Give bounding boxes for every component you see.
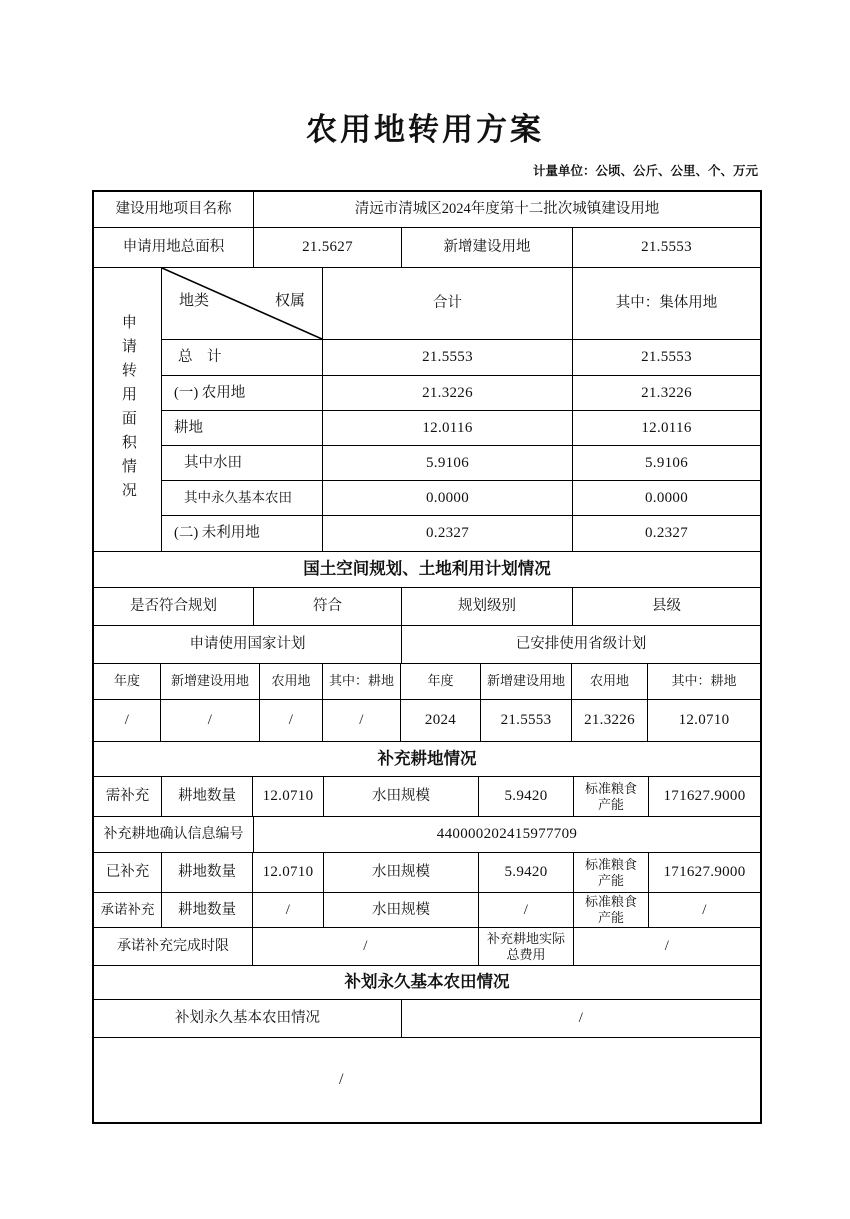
transfer-row-collective: 0.0000 <box>573 481 760 516</box>
planning-section-title: 国土空间规划、土地利用计划情况 <box>94 552 760 588</box>
farmland-section-title: 补划永久基本农田情况 <box>94 966 760 1000</box>
new-construction-label: 新增建设用地 <box>402 228 573 268</box>
transfer-row-label: 其中水田 <box>162 446 323 481</box>
plan-value: 21.5553 <box>481 700 572 742</box>
page-title: 农用地转用方案 <box>306 112 544 147</box>
paddy-label: 水田规模 <box>324 777 479 817</box>
supplement-category: 已补充 <box>94 853 162 893</box>
transfer-row-label: 总 计 <box>162 340 323 376</box>
qty-label: 耕地数量 <box>162 893 253 928</box>
farmland-row-label: 补划永久基本农田情况 <box>94 1000 402 1038</box>
transfer-row-total: 0.2327 <box>323 516 573 552</box>
plan-level-label: 规划级别 <box>402 588 573 626</box>
compliance-label: 是否符合规划 <box>94 588 254 626</box>
plan-col-header: 其中：耕地 <box>323 664 401 700</box>
plan-level-value: 县级 <box>573 588 760 626</box>
diagonal-label-landtype: 地类 <box>179 293 210 309</box>
farmland-row-value: / <box>402 1000 760 1038</box>
qty-value: 12.0710 <box>253 853 324 893</box>
cost-label: 补充耕地实际总费用 <box>479 928 574 966</box>
capacity-value: 171627.9000 <box>649 853 760 893</box>
transfer-row-collective: 12.0116 <box>573 411 760 446</box>
col-header-collective: 其中：集体用地 <box>573 268 760 340</box>
capacity-label: 标准粮食产能 <box>574 893 649 928</box>
transfer-section-label: 申请转用面积情况 <box>94 268 162 552</box>
qty-value: 12.0710 <box>253 777 324 817</box>
new-construction-value: 21.5553 <box>573 228 760 268</box>
plan-value: 21.3226 <box>572 700 648 742</box>
form-table <box>92 190 762 1124</box>
plan-value: / <box>161 700 260 742</box>
transfer-row-collective: 21.3226 <box>573 376 760 411</box>
supplement-section-title: 补充耕地情况 <box>94 742 760 777</box>
transfer-row-collective: 0.2327 <box>573 516 760 552</box>
transfer-row-total: 12.0116 <box>323 411 573 446</box>
transfer-row-total: 0.0000 <box>323 481 573 516</box>
transfer-row-label: 其中永久基本农田 <box>162 481 323 516</box>
project-name-label: 建设用地项目名称 <box>94 192 254 228</box>
plan-col-header: 年度 <box>401 664 481 700</box>
project-name-value: 清远市清城区2024年度第十二批次城镇建设用地 <box>254 192 760 228</box>
transfer-row-collective: 5.9106 <box>573 446 760 481</box>
plan-col-header: 年度 <box>94 664 161 700</box>
paddy-value: / <box>479 893 574 928</box>
qty-label: 耕地数量 <box>162 853 253 893</box>
paddy-value: 5.9420 <box>479 853 574 893</box>
diagonal-label-ownership: 权属 <box>274 293 305 309</box>
deadline-label: 承诺补充完成时限 <box>94 928 253 966</box>
qty-label: 耕地数量 <box>162 777 253 817</box>
transfer-row-label: (一) 农用地 <box>162 376 323 411</box>
transfer-row-label: 耕地 <box>162 411 323 446</box>
plan-col-header: 新增建设用地 <box>481 664 572 700</box>
plan-col-header: 农用地 <box>260 664 323 700</box>
plan-value: 2024 <box>401 700 481 742</box>
plan-col-header: 农用地 <box>572 664 648 700</box>
plan-value: 12.0710 <box>648 700 760 742</box>
paddy-label: 水田规模 <box>324 893 479 928</box>
unit-note: 计量单位：公顷、公斤、公里、个、万元 <box>532 164 758 178</box>
capacity-label: 标准粮食产能 <box>574 853 649 893</box>
deadline-value: / <box>253 928 479 966</box>
col-header-total: 合计 <box>323 268 573 340</box>
compliance-value: 符合 <box>254 588 402 626</box>
transfer-row-label: (二) 未利用地 <box>162 516 323 552</box>
capacity-label: 标准粮食产能 <box>574 777 649 817</box>
plan-col-header: 其中：耕地 <box>648 664 760 700</box>
national-plan-label: 申请使用国家计划 <box>94 626 402 664</box>
transfer-row-collective: 21.5553 <box>573 340 760 376</box>
transfer-row-total: 21.5553 <box>323 340 573 376</box>
plan-value: / <box>94 700 161 742</box>
farmland-remark-cell: / <box>339 1071 344 1088</box>
capacity-value: / <box>649 893 760 928</box>
capacity-value: 171627.9000 <box>649 777 760 817</box>
supplement-category: 需补充 <box>94 777 162 817</box>
provincial-plan-label: 已安排使用省级计划 <box>402 626 760 664</box>
confirm-number-label: 补充耕地确认信息编号 <box>94 817 254 853</box>
total-area-label: 申请用地总面积 <box>94 228 254 268</box>
confirm-number-value: 440000202415977709 <box>254 817 760 853</box>
transfer-row-total: 5.9106 <box>323 446 573 481</box>
plan-value: / <box>323 700 401 742</box>
supplement-category: 承诺补充 <box>94 893 162 928</box>
paddy-value: 5.9420 <box>479 777 574 817</box>
total-area-value: 21.5627 <box>254 228 402 268</box>
qty-value: / <box>253 893 324 928</box>
transfer-row-total: 21.3226 <box>323 376 573 411</box>
paddy-label: 水田规模 <box>324 853 479 893</box>
cost-value: / <box>574 928 760 966</box>
plan-col-header: 新增建设用地 <box>161 664 260 700</box>
plan-value: / <box>260 700 323 742</box>
diagonal-header-cell <box>162 268 323 340</box>
